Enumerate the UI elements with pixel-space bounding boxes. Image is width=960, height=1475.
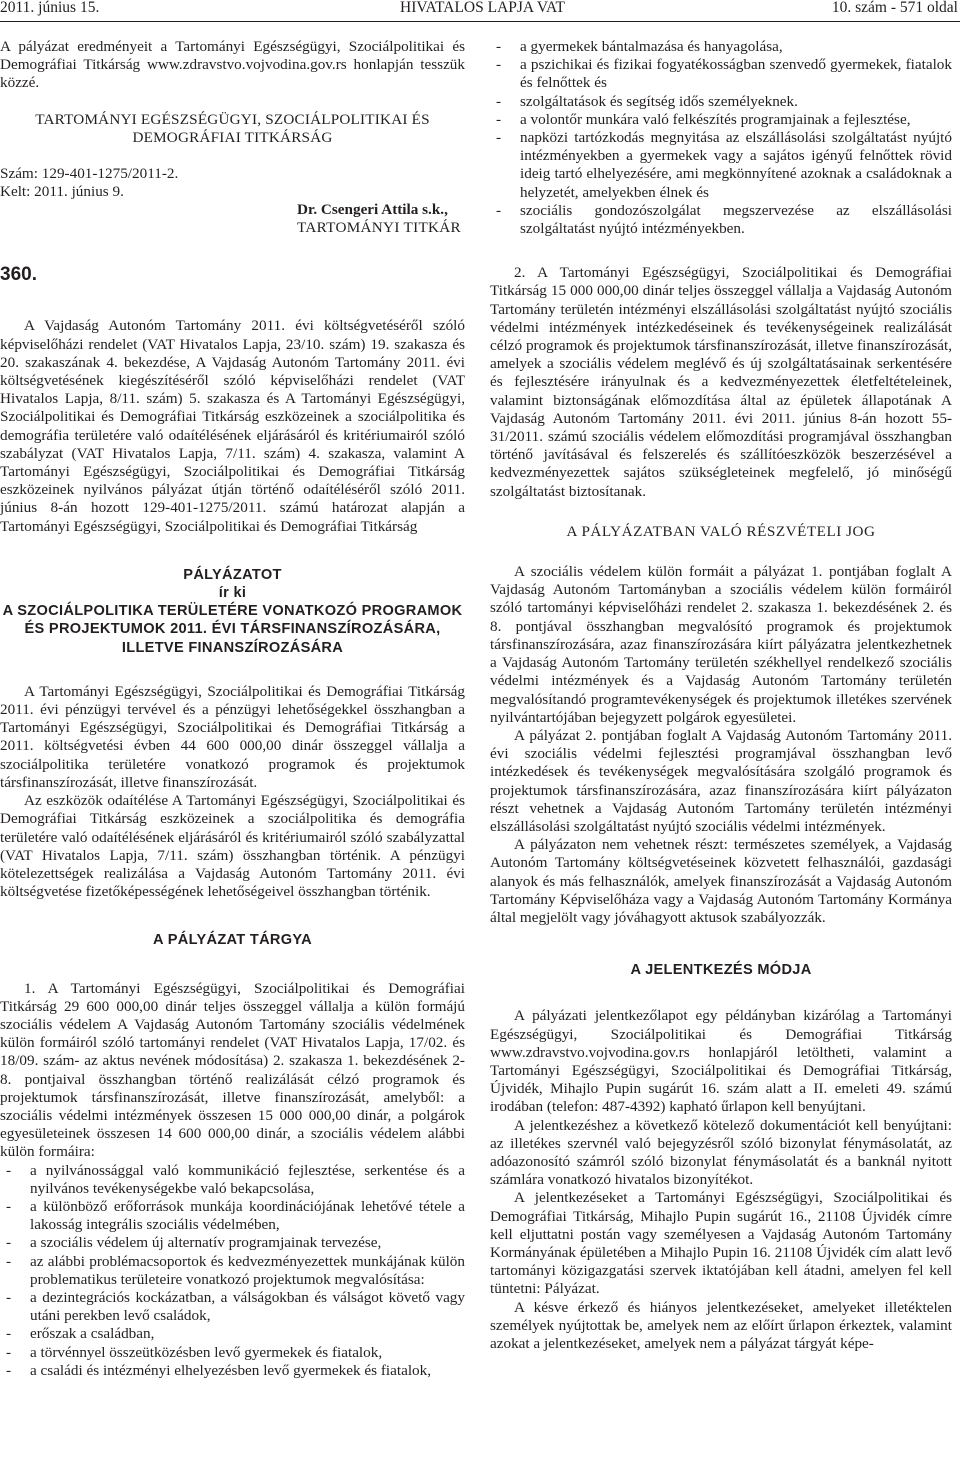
application-heading: A JELENTKEZÉS MÓDJA <box>630 962 812 979</box>
item-number: 360. <box>0 264 37 286</box>
list-item: - a szociális védelem új alternatív programjainak tervezése, <box>0 1234 465 1252</box>
continued-list <box>490 38 952 238</box>
paragraph-submission: A jelentkezéseket a Tartományi Egészségügyi, Szociálpolitikai és Demográfiai Titkárság, Mihajlo Pupin sugárút 16., 21108 Újvidék címre kell eljuttatni postán vagy személyesen a Vajdaság Autonóm Tartomány Kormányának épületében a Mihajlo Pupin 16. 21108 Újvidék cím alatt levő tartományi közigazgatási szervek iktatójában kell átadni, amelyen fel kell tüntetni: Pályázat. <box>490 1189 952 1298</box>
list-item: - szociális gondozószolgálat megszervezése az elszállásolási szolgáltatást nyújtó intézményekben. <box>490 202 952 238</box>
intro-paragraph: A pályázat eredményeit a Tartományi Egészségügyi, Szociálpolitikai és Demográfiai Titkárság www.zdravstvo.vojvodina.gov.rs honlapján tesszük közzé. <box>0 38 465 92</box>
subject-heading: A PÁLYÁZAT TÁRGYA <box>153 932 312 949</box>
reference-number: Szám: 129-401-1275/2011-2. <box>0 165 179 183</box>
preamble-paragraph: A Vajdaság Autonóm Tartomány 2011. évi költségvetéséről szóló képviselőházi rendelet (VAT Hivatalos Lapja, 23/10. szám) 19. szakasza és 20. szakaszának 4. bekezdése, A Vajdaság Autonóm Tartomány 2011. évi költségvetésének kiegészítéséről szóló képviselőházi rendelet (VAT Hivatalos Lapja, 8/11. szám) 5. szakasza és A Tartományi Egészségügyi, Szociálpolitikai és Demográfiai Titkárság eszközeinek a szociálpolitika és demográfia területére való odaítélésének eljárásáról és kritériumairól szóló szabályzat (VAT Hivatalos Lapja, 7/11. szám) 4. szakasza, valamint A Tartományi Egészségügyi, Szociálpolitikai és Demográfiai Titkárság eszközeinek nyilvános pályázat útján történő odaítéléséről szóló 2011. június 8-án hozott 129-401-1275/2011. számú határozat alapján a Tartományi Egészségügyi, Szociálpolitikai és Demográfiai Titkárság <box>0 317 465 535</box>
header-issue: 10. szám - 571 oldal <box>831 0 958 16</box>
paragraph-application-form: A pályázati jelentkezőlapot egy példányban kizárólag a Tartományi Egészségügyi, Szociálpolitikai és Demográfiai Titkárság www.zdravstvo.vojvodina.gov.rs honlapjáról letöltheti, valamint a Tartományi Egészségügyi, Szociálpolitikai és Demográfiai Titkárság, Újvidék, Mihajlo Pupin sugárút 16. szám alatt a II. emeleti 49. számú irodában (telefon: 487-4392) kapható űrlapon kell benyújtani. <box>490 1007 952 1116</box>
signer-title: TARTOMÁNYI TITKÁR <box>297 219 461 237</box>
heading-ir-ki: ír ki <box>218 585 247 602</box>
paragraph-excluded: A pályázaton nem vehetnek részt: természetes személyek, a Vajdaság Autonóm Tartomány költségvetéseinek közvetett felhasználói, gazdasági alanyok és más felhasználók, amelyek finanszírozását a Vajdaság Autonóm Tartomány Képviselőháza vagy a Vajdaság Autonóm Tartomány Kormánya által megjelölt vagy jóváhagyott aktusok szabályozzák. <box>490 836 952 926</box>
left-column <box>0 38 465 1380</box>
paragraph-documents: A jelentkezéshez a következő kötelező dokumentációt kell benyújtani: az illetékes szervnél való bejegyzésről szóló bizonylat fénymásolatát, az adóazonosító számról szóló bizonylat fénymásolatát és a banknál nyitott számlára vonatkozó hivatalos bizonyítékot. <box>490 1116 952 1189</box>
header-date: 2011. június 15. <box>0 0 100 16</box>
paragraph-eligibility-1: A szociális védelem külön formáit a pályázat 1. pontjában foglalt A Vajdaság Autonóm Tartományban a szociális védelem külön formáiról szóló tartományi képviselőházi rendelet 2. szakasza 1. bekezdésének 2. és 8. pontjával összhangban megvalósító programok és projektumok társfinanszírozására, azaz finanszírozására kiírt pályázatra jelentkezhetnek a Vajdaság Autonóm Tartomány területén székhellyel rendelkező szociális védelmi intézmények és a Vajdaság Autonóm Tartomány területén megvalósítandó programtevékenységek és projektumok illetékes szervének nyilvántartójában bejegyzett polgárok egyesületei. <box>490 563 952 726</box>
main-heading <box>0 566 465 657</box>
list-item: - a gyermekek bántalmazása és hanyagolása, <box>490 38 952 56</box>
list-item: - a dezintegrációs kockázatban, a válságokban és válságot követő vagy utáni perekben levő családok, <box>0 1289 465 1325</box>
header-rule <box>0 21 960 22</box>
heading-palyazatot: PÁLYÁZATOT <box>183 566 282 583</box>
paragraph-budget: A Tartományi Egészségügyi, Szociálpolitikai és Demográfiai Titkárság 2011. évi pénzügyi tervével és a pénzügyi lehetőségekkel összhangban a Tartományi Egészségügyi, Szociálpolitikai és Demográfiai Titkárság a 2011. költségvetési évben 44 600 000,00 dinár összeggel vállalja a szociálpolitika területére vonatkozó programok és projektumok társfinanszírozását, illetve finanszírozását. <box>0 682 465 791</box>
support-forms-list <box>0 1162 465 1380</box>
list-item: - a törvénnyel összeütközésben levő gyermekek és fiatalok, <box>0 1344 465 1362</box>
paragraph-point-2: 2. A Tartományi Egészségügyi, Szociálpolitikai és Demográfiai Titkárság 15 000 000,00 dinár teljes összeggel vállalja a Vajdaság Autonóm Tartomány területén intézményi elszállásolási szolgáltatást nyújtó szociális védelmi intézmények intézkedéseinek és tevékenységeinek realizálását célzó programok és projektumok társfinanszírozását, illetve finanszírozását, amelyek a szociális védelem meglévő és új szolgáltatásainak serkentésére és fejlesztésére irányulnak és a kedvezményezettek életfeltételeinek, valamint biztonságának előmozdítása által az épületek állapotának A Vajdaság Autonóm Tartomány 2011. évi 2011. június 8-án hozott 55-31/2011. számú szociális védelem előmozdítási programjával összhangban történő javításával és felszerelés és szállítóeszközök beszerzésével a kedvezményezettek sajátos szükségleteinek megfelelő, jó minőségű szolgáltatást biztosítanak. <box>490 264 952 500</box>
page-header <box>0 0 960 22</box>
list-item: - napközi tartózkodás megnyitása az elszállásolási szolgáltatást nyújtó intézményekben a gyermekek vagy a sajátos igényű felnőttek rövid ideig tartó elhelyezésére, ami megkönnyítené azoknak a családoknak a helyzetét, amelyekben élnek és <box>490 129 952 202</box>
list-item: - a pszichikai és fizikai fogyatékosságban szenvedő gyermekek, fiatalok és felnőttek és <box>490 56 952 92</box>
list-item: - a nyilvánossággal való kommunikáció fejlesztése, serkentése és a nyilvános tevékenységekbe való bekapcsolása, <box>0 1162 465 1198</box>
list-item: - erőszak a családban, <box>0 1325 465 1343</box>
list-item: - a volontőr munkára való felkészítés programjainak a fejlesztése, <box>490 111 952 129</box>
office-title: TARTOMÁNYI EGÉSZSÉGÜGYI, SZOCIÁLPOLITIKAI ÉS DEMOGRÁFIAI TITKÁRSÁG <box>35 110 430 146</box>
list-item: - a különböző erőforrások munkája koordinációjának lehetővé tétele a lakosság integrális szociális védelmében, <box>0 1198 465 1234</box>
right-column <box>490 38 952 1353</box>
participation-heading: A PÁLYÁZATBAN VALÓ RÉSZVÉTELI JOG <box>566 522 876 540</box>
list-item: - az alábbi problémacsoportok és kedvezményezettek munkájának külön problematikus területeire vonatkozó projektumok megvalósítása: <box>0 1253 465 1289</box>
list-item: - a családi és intézményi elhelyezésben levő gyermekek és fiatalok, <box>0 1362 465 1380</box>
header-title: HIVATALOS LAPJA VAT <box>400 0 565 16</box>
paragraph-point-1: 1. A Tartományi Egészségügyi, Szociálpolitikai és Demográfiai Titkárság 29 600 000,00 dinár teljes összeggel vállalja a külön formájú szociális védelem A Vajdaság Autonóm Tartomány szociális védelmének külön formáiról szóló tartományi rendelet (VAT Hivatalos Lapja, 17/02. és 18/09. szám- az aktus nevének módosítása) 2. szakasza 1. bekezdésének 2-8. pontjaival összhangban történő realizálását célzó programok és projektumok társfinanszírozását, illetve finanszírozását, amelyből: a szociális védelmi intézmények összesen 15 000 000,00 dinár, a polgárok egyesületeinek összesen 14 600 000,00 dinár, a szociális védelem alábbi külön formáira: <box>0 979 465 1161</box>
signature-block <box>0 201 465 286</box>
paragraph-eligibility-2: A pályázat 2. pontjában foglalt A Vajdaság Autonóm Tartomány 2011. évi szociális védelmi fejlesztési programjával összhangban levő intézkedések és tevékenységek megvalósítására szolgáló programok és projektumok társfinanszírozására, azaz finanszírozására kiírt pályázaton részt vehetnek a Vajdaság Autonóm Tartomány területén intézményi elszállásolási szolgáltatást nyújtó szociális védelmi intézmények. <box>490 726 952 835</box>
signer-name: Dr. Csengeri Attila s.k., <box>297 201 448 219</box>
paragraph-late-applications: A késve érkező és hiányos jelentkezéseket, amelyeket illetéktelen személyek nyújtottak be, amelyek nem az előírt űrlapon érkeztek, valamint azokat a jelentkezéseket, amelyek nem a pályázat tárgyát képe- <box>490 1298 952 1352</box>
heading-subject: A SZOCIÁLPOLITIKA TERÜLETÉRE VONATKOZÓ PROGRAMOK ÉS PROJEKTUMOK 2011. ÉVI TÁRSFINANSZÍROZÁSÁRA, ILLETVE FINANSZÍROZÁSÁRA <box>2 603 463 656</box>
list-item: - szolgáltatások és segítség idős személyeknek. <box>490 93 952 111</box>
reference-date: Kelt: 2011. június 9. <box>0 183 124 201</box>
paragraph-allocation: Az eszközök odaítélése A Tartományi Egészségügyi, Szociálpolitikai és Demográfiai Titkárság eszközeinek a szociálpolitika és demográfia területére való odaítélésének eljárásáról és kritériumairól szóló szabályzattal (VAT Hivatalos Lapja, 7/11. szám) összhangban történik. A pénzügyi kötelezettségek realizálása a Vajdaság Autonóm Tartomány 2011. évi költségvetése fizetőképességének lehetőségeivel összhangban történik. <box>0 792 465 901</box>
